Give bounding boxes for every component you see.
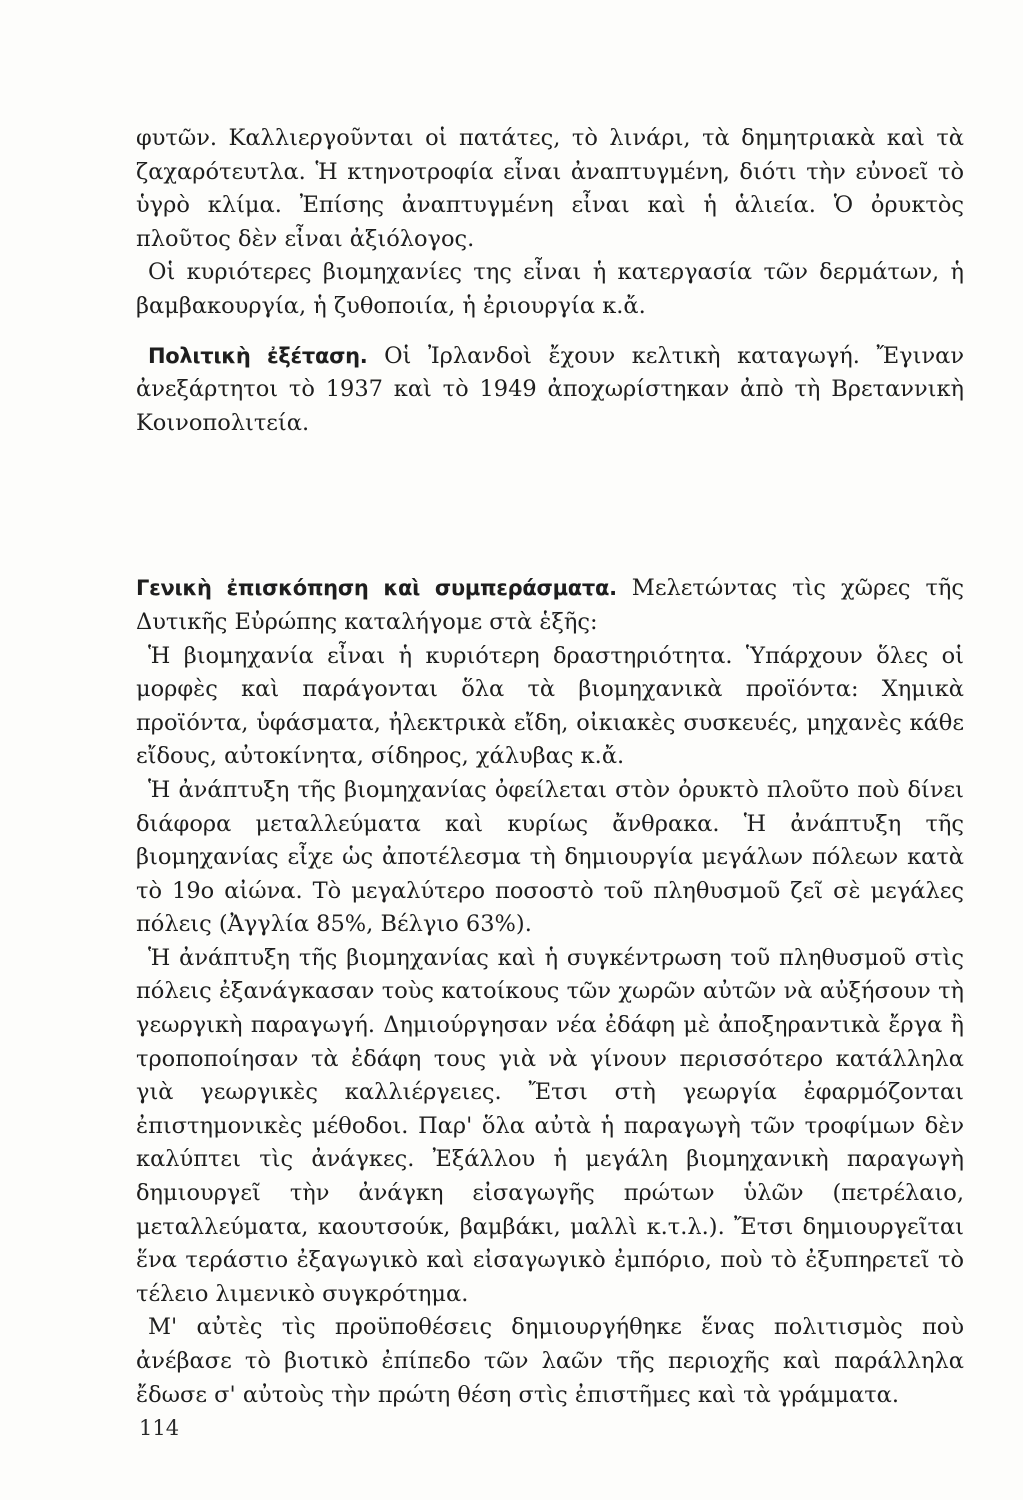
paragraph-civilization: Μ' αὐτὲς τὶς προϋποθέσεις δημιουργήθηκε ἕνας πολιτισμὸς ποὺ ἀνέβασε τὸ βιοτικὸ ἐπίπεδο τῶν λαῶν τῆς περιοχῆς καὶ παράλληλα ἔδωσε σ' αὐτοὺς τὴν πρώτη θέση στὶς ἐπιστῆμες καὶ τὰ γράμματα. (136, 1314, 964, 1408)
paragraph-political (136, 340, 964, 441)
page-body (136, 122, 964, 1412)
paragraph-overview (136, 572, 964, 639)
political-text: Οἱ Ἰρλανδοὶ ἔχουν κελτικὴ καταγωγή. Ἔγιναν ἀνεξάρτητοι τὸ 1937 καὶ τὸ 1949 ἀποχωρίστηκαν ἀπὸ τὴ Βρεταννικὴ Κοινοπολιτεία. (136, 342, 964, 436)
page-number: 114 (139, 1416, 180, 1440)
section-heading-political: Πολιτικὴ ἐξέταση. (148, 343, 368, 368)
paragraph-industries: Οἱ κυριότερες βιομηχανίες της εἶναι ἡ κατεργασία τῶν δερμάτων, ἡ βαμβακουργία, ἡ ζυθοποιία, ἡ ἐριουργία κ.ἄ. (136, 259, 964, 319)
paragraph-agriculture: Ἡ ἀνάπτυξη τῆς βιομηχανίας καὶ ἡ συγκέντρωση τοῦ πληθυσμοῦ στὶς πόλεις ἐξανάγκασαν τοὺς κατοίκους τῶν χωρῶν αὐτῶν νὰ αὐξήσουν τὴ γεωργικὴ παραγωγή. Δημιούργησαν νέα ἐδάφη μὲ ἀποξηραντικὰ ἔργα ἢ τροποποίησαν τὰ ἐδάφη τους γιὰ νὰ γίνουν περισσότερο κατάλληλα γιὰ γεωργικὲς καλλιέργειες. Ἔτσι στὴ γεωργία ἐφαρμόζονται ἐπιστημονικὲς μέθοδοι. Παρ' ὅλα αὐτὰ ἡ παραγωγὴ τῶν τροφίμων δὲν καλύπτει τὶς ἀνάγκες. Ἐξάλλου ἡ μεγάλη βιομηχανικὴ παραγωγὴ δημιουργεῖ τὴν ἀνάγκη εἰσαγωγῆς πρώτων ὑλῶν (πετρέλαιο, μεταλλεύματα, καουτσούκ, βαμβάκι, μαλλὶ κ.τ.λ.). Ἔτσι δημιουργεῖται ἕνα τεράστιο ἐξαγωγικὸ καὶ εἰσαγωγικὸ ἐμπόριο, ποὺ τὸ ἐξυπηρετεῖ τὸ τέλειο λιμενικὸ συγκρότημα. (136, 944, 964, 1307)
paragraph-industry-development: Ἡ ἀνάπτυξη τῆς βιομηχανίας ὀφείλεται στὸν ὀρυκτὸ πλοῦτο ποὺ δίνει διάφορα μεταλλεύματα καὶ κυρίως ἄνθρακα. Ἡ ἀνάπτυξη τῆς βιομηχανίας εἶχε ὡς ἀποτέλεσμα τὴ δημιουργία μεγάλων πόλεων κατὰ τὸ 19ο αἰώνα. Τὸ μεγαλύτερο ποσοστὸ τοῦ πληθυσμοῦ ζεῖ σὲ μεγάλες πόλεις (Ἀγγλία 85%, Βέλγιο 63%). (136, 776, 964, 938)
paragraph-continuation: φυτῶν. Καλλιεργοῦνται οἱ πατάτες, τὸ λινάρι, τὰ δημητριακὰ καὶ τὰ ζαχαρότευτλα. Ἡ κτηνοτροφία εἶναι ἀναπτυγμένη, διότι τὴν εὐνοεῖ τὸ ὑγρὸ κλίμα. Ἐπίσης ἀναπτυγμένη εἶναι καὶ ἡ ἁλιεία. Ὁ ὀρυκτὸς πλοῦτος δὲν εἶναι ἀξιόλογος. (136, 125, 964, 252)
section-heading-overview: Γενικὴ ἐπισκόπηση καὶ συμπεράσματα. (136, 576, 617, 601)
overview-text: Μελετώντας τὶς χῶρες τῆς Δυτικῆς Εὐρώπης καταλήγομε στὰ ἑξῆς: (136, 575, 965, 635)
paragraph-industry-main: Ἡ βιομηχανία εἶναι ἡ κυριότερη δραστηριότητα. Ὑπάρχουν ὅλες οἱ μορφὲς καὶ παράγονται ὅλα τὰ βιομηχανικὰ προϊόντα: Χημικὰ προϊόντα, ὑφάσματα, ἠλεκτρικὰ εἴδη, οἰκιακὲς συσκευές, μηχανὲς κάθε εἴδους, αὐτοκίνητα, σίδηρος, χάλυβας κ.ἄ. (136, 642, 964, 770)
